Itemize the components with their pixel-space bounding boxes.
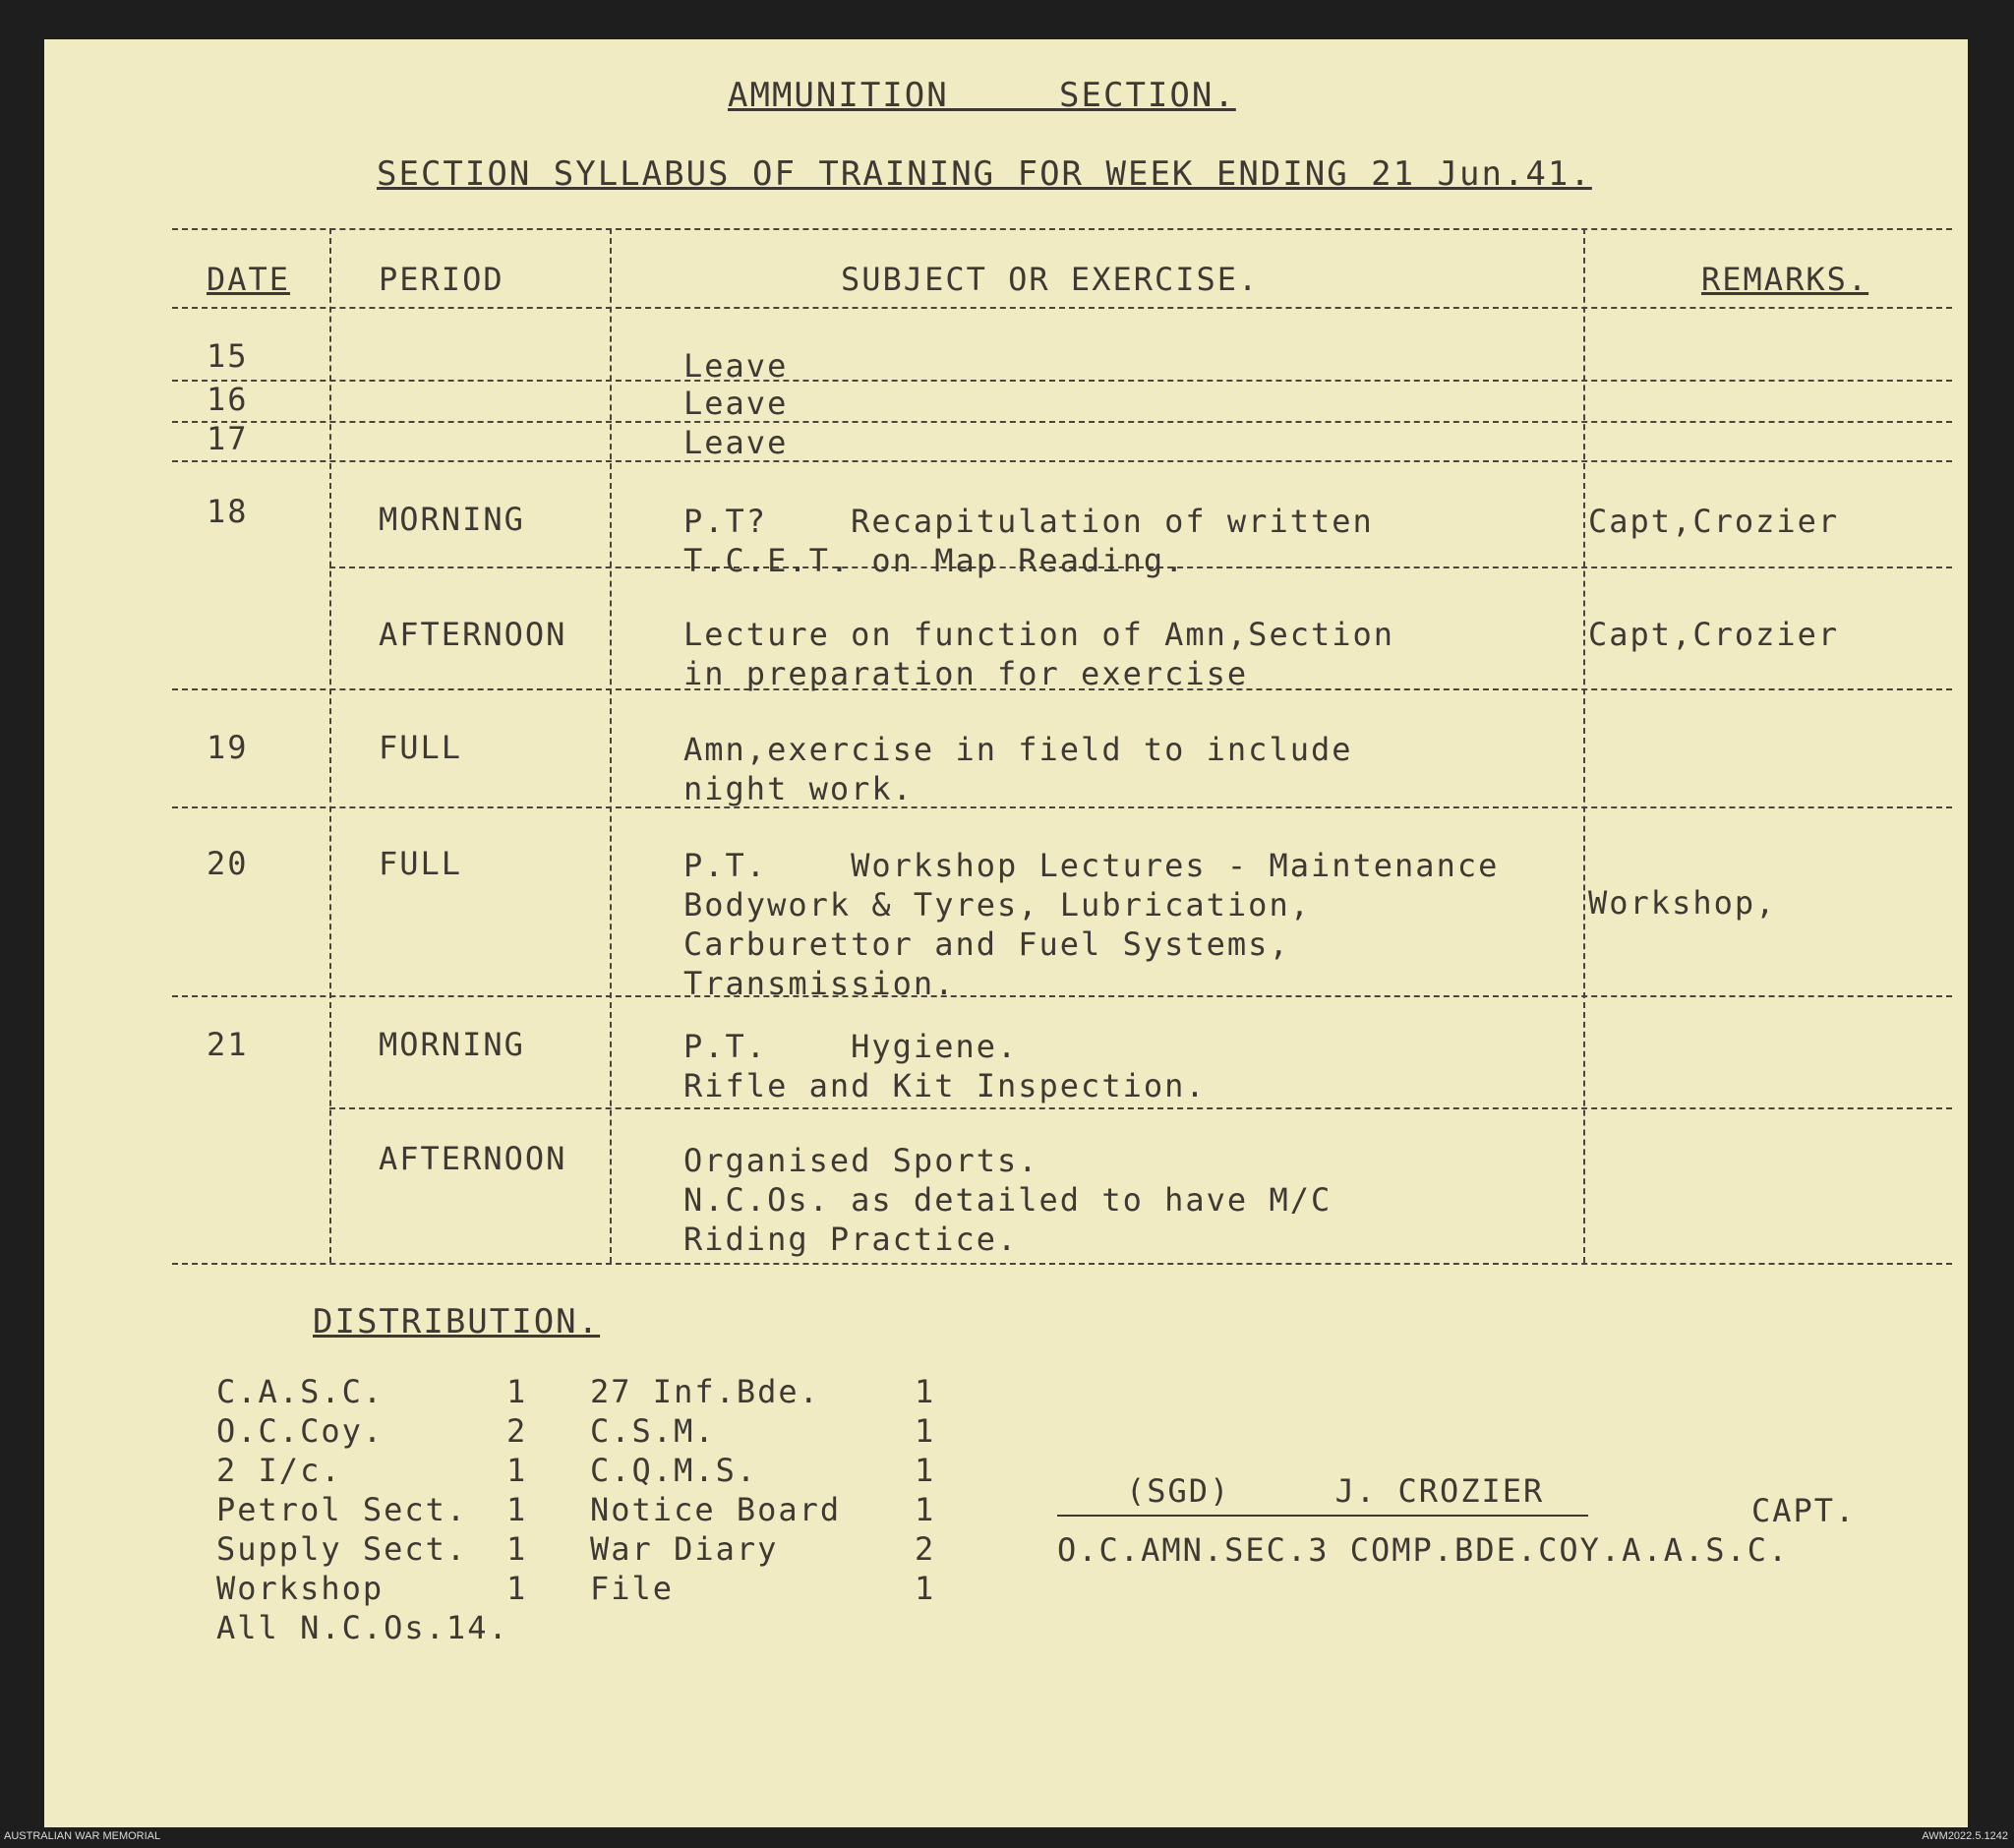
- distribution-item-qty: 1: [506, 1570, 528, 1607]
- distribution-item-qty: 1: [915, 1452, 936, 1489]
- row-19-subject: Amn,exercise in field to include night work.: [683, 731, 1353, 807]
- row-18-date: 18: [207, 493, 249, 530]
- distribution-item: [590, 1529, 1003, 1569]
- row-18-afternoon-remarks: Capt,Crozier: [1588, 616, 1840, 653]
- distribution-item: [216, 1608, 570, 1647]
- header-date: DATE: [207, 261, 291, 298]
- distribution-item: [216, 1569, 570, 1608]
- row-21-morning-subject: P.T. Hygiene. Rifle and Kit Inspection.: [683, 1028, 1207, 1104]
- header-period: PERIOD: [379, 261, 504, 298]
- distribution-list-right: [590, 1372, 1003, 1608]
- distribution-item: [590, 1451, 1003, 1490]
- table-rule-leave-2: [172, 421, 1952, 423]
- row-18-morning-remarks: Capt,Crozier: [1588, 503, 1840, 540]
- row-16-subject: Leave: [683, 385, 789, 422]
- distribution-item-name: Supply Sect.: [216, 1530, 468, 1568]
- row-20-period: FULL: [379, 845, 463, 882]
- row-18-afternoon-subject: Lecture on function of Amn,Section in preparation for exercise: [683, 616, 1395, 692]
- distribution-title: DISTRIBUTION.: [313, 1302, 601, 1341]
- distribution-item: [590, 1490, 1003, 1529]
- row-21-afternoon-subject: Organised Sports. N.C.Os. as detailed to have M/C Riding Practice.: [683, 1142, 1333, 1258]
- row-17-date: 17: [207, 420, 249, 457]
- row-21-morning-period: MORNING: [379, 1026, 525, 1063]
- distribution-item-qty: 2: [506, 1412, 528, 1450]
- distribution-item-qty: 14.: [445, 1609, 509, 1646]
- distribution-item-qty: 1: [506, 1452, 528, 1489]
- distribution-item: [590, 1411, 1003, 1451]
- row-21-date: 21: [207, 1026, 249, 1063]
- table-top-rule: [172, 228, 1952, 230]
- document-page: [44, 39, 1968, 1827]
- table-col-rule-3: [1583, 228, 1585, 1263]
- row-18-morning-subject: P.T? Recapitulation of written T.C.E.T. on Map Reading.: [683, 503, 1374, 579]
- distribution-item-name: Workshop: [216, 1570, 385, 1607]
- distribution-item: [216, 1372, 570, 1411]
- table-col-rule-1: [329, 228, 331, 1263]
- distribution-item-qty: 1: [506, 1491, 528, 1528]
- distribution-list-left: [216, 1372, 570, 1647]
- distribution-item-name: 2 I/c.: [216, 1452, 342, 1489]
- distribution-item-name: Petrol Sect.: [216, 1491, 468, 1528]
- distribution-item-name: 27 Inf.Bde.: [590, 1373, 820, 1410]
- row-15-subject: Leave: [683, 347, 789, 385]
- distribution-item-qty: 1: [506, 1373, 528, 1410]
- signature-line: [1057, 1515, 1588, 1517]
- row-19-period: FULL: [379, 729, 463, 766]
- footer-accession-number: AWM2022.5.1242: [1922, 1830, 2008, 1842]
- distribution-item: [590, 1372, 1003, 1411]
- distribution-item-qty: 1: [506, 1530, 528, 1568]
- table-rule-21-mid: [329, 1107, 1952, 1109]
- distribution-item-name: All N.C.Os.: [216, 1609, 446, 1646]
- row-18-afternoon-period: AFTERNOON: [379, 616, 567, 653]
- distribution-item-qty: 1: [915, 1570, 936, 1607]
- table-col-rule-2: [610, 228, 612, 1263]
- row-15-date: 15: [207, 337, 249, 375]
- footer-institution: AUSTRALIAN WAR MEMORIAL: [4, 1830, 161, 1842]
- distribution-item-name: File: [590, 1570, 675, 1607]
- distribution-item: [216, 1529, 570, 1569]
- row-21-afternoon-period: AFTERNOON: [379, 1140, 567, 1177]
- table-header-rule: [172, 307, 1952, 309]
- distribution-item-name: War Diary: [590, 1530, 779, 1568]
- distribution-item-qty: 1: [915, 1491, 936, 1528]
- document-title: AMMUNITION SECTION.: [728, 76, 1236, 115]
- row-18-morning-period: MORNING: [379, 501, 525, 538]
- row-17-subject: Leave: [683, 424, 789, 461]
- row-19-date: 19: [207, 729, 249, 766]
- header-remarks: REMARKS.: [1701, 261, 1869, 298]
- distribution-item-name: C.S.M.: [590, 1412, 716, 1450]
- distribution-item-name: C.Q.M.S.: [590, 1452, 758, 1489]
- signature-signed: (SGD) J. CROZIER: [1126, 1472, 1545, 1510]
- row-20-remarks: Workshop,: [1588, 884, 1777, 922]
- distribution-item-qty: 2: [915, 1530, 936, 1568]
- row-20-date: 20: [207, 845, 249, 882]
- row-20-subject: P.T. Workshop Lectures - Maintenance Bodywork & Tyres, Lubrication, Carburettor and Fuel Systems, Transmission.: [683, 847, 1500, 1002]
- distribution-item: [216, 1490, 570, 1529]
- table-rule-leave-3: [172, 460, 1952, 462]
- document-subtitle: SECTION SYLLABUS OF TRAINING FOR WEEK ENDING 21 Jun.41.: [377, 154, 1592, 194]
- row-16-date: 16: [207, 381, 249, 418]
- distribution-item-name: Notice Board: [590, 1491, 842, 1528]
- distribution-item: [216, 1451, 570, 1490]
- header-subject: SUBJECT OR EXERCISE.: [841, 261, 1260, 298]
- distribution-item-qty: 1: [915, 1412, 936, 1450]
- distribution-item-name: C.A.S.C.: [216, 1373, 385, 1410]
- signature-appointment: O.C.AMN.SEC.3 COMP.BDE.COY.A.A.S.C.: [1057, 1531, 1790, 1569]
- distribution-item-qty: 1: [915, 1373, 936, 1410]
- table-rule-leave-1: [172, 380, 1952, 382]
- signature-rank: CAPT.: [1751, 1492, 1857, 1529]
- distribution-item: [216, 1411, 570, 1451]
- table-bottom-rule: [172, 1263, 1952, 1265]
- distribution-item: [590, 1569, 1003, 1608]
- distribution-item-name: O.C.Coy.: [216, 1412, 385, 1450]
